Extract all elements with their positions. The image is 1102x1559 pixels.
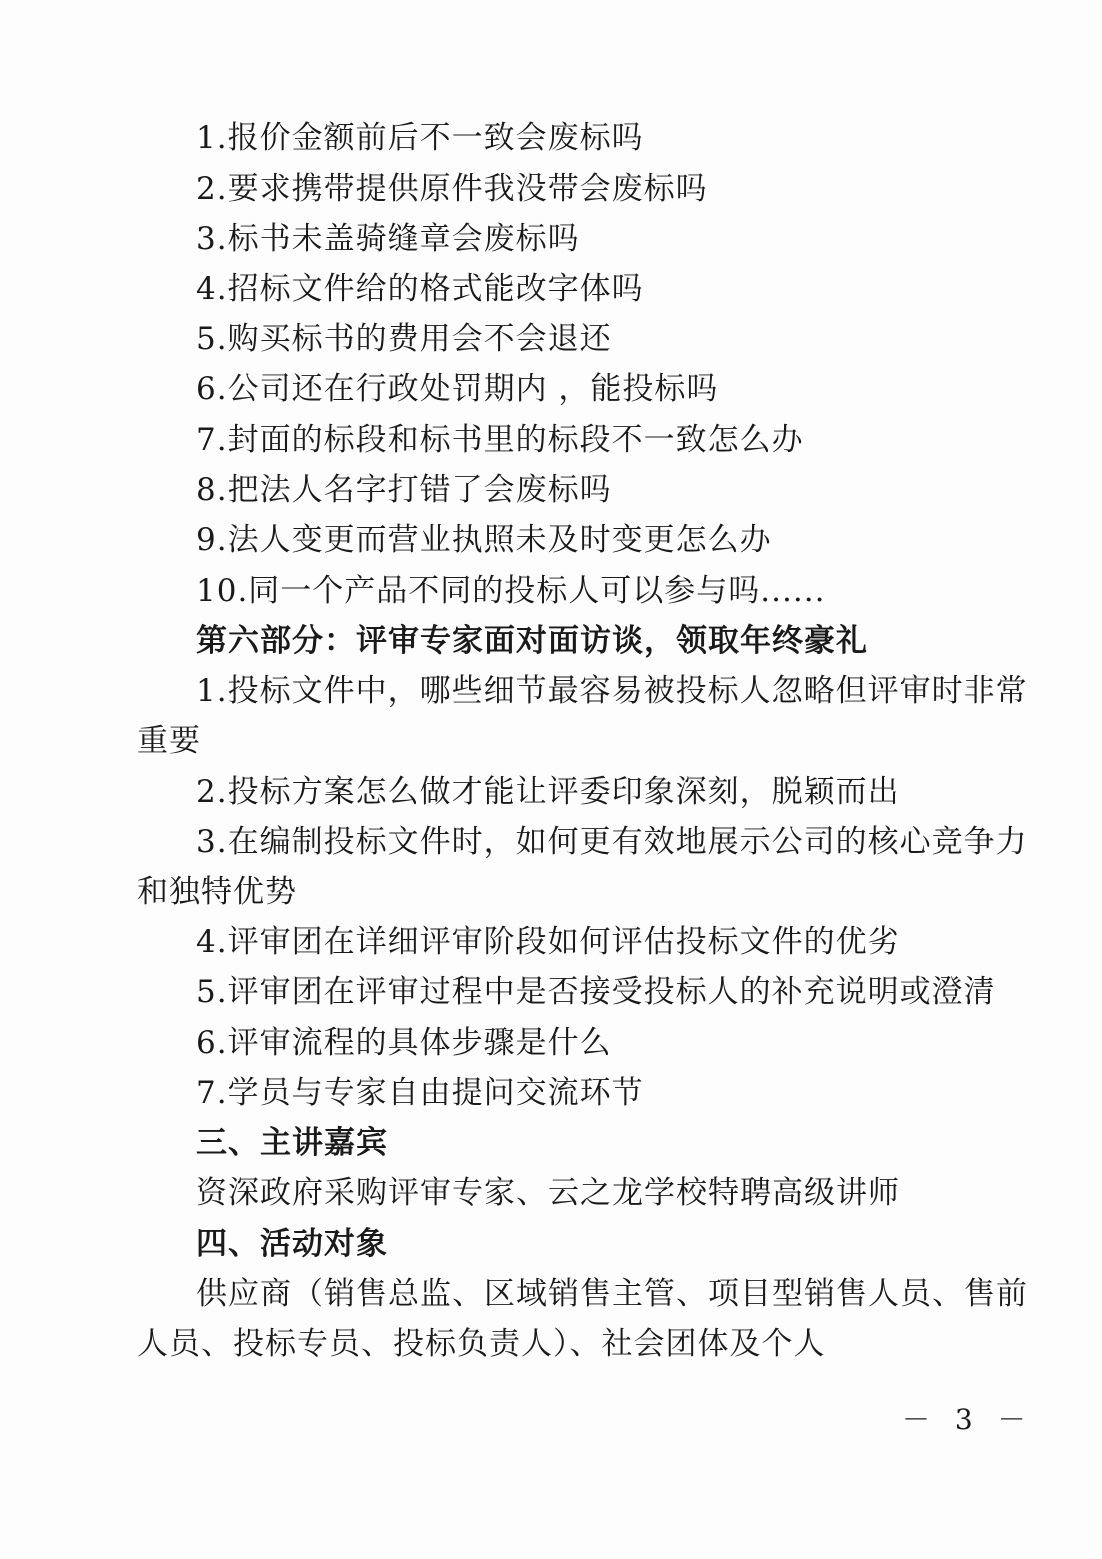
part6-heading: 第六部分：评审专家面对面访谈，领取年终豪礼	[196, 623, 868, 659]
list-item: 1.报价金额前后不一致会废标吗	[196, 120, 644, 156]
list-item: 4.招标文件给的格式能改字体吗	[196, 271, 644, 307]
list-item: 3.在编制投标文件时，如何更有效地展示公司的核心竞争力	[196, 824, 1028, 860]
list-item: 5.评审团在评审过程中是否接受投标人的补充说明或澄清	[196, 974, 996, 1010]
list-item-continuation: 重要	[137, 723, 201, 759]
list-item: 6.评审流程的具体步骤是什么	[196, 1025, 612, 1061]
list-item: 7.学员与专家自由提问交流环节	[196, 1075, 644, 1111]
section4-heading: 四、活动对象	[196, 1226, 388, 1262]
list-item: 8.把法人名字打错了会废标吗	[196, 472, 612, 508]
section3-text: 资深政府采购评审专家、云之龙学校特聘高级讲师	[196, 1175, 900, 1211]
list-item: 10.同一个产品不同的投标人可以参与吗......	[196, 573, 826, 609]
list-item: 2.投标方案怎么做才能让评委印象深刻，脱颖而出	[196, 774, 900, 810]
list-item: 2.要求携带提供原件我没带会废标吗	[196, 171, 708, 207]
list-item: 4.评审团在详细评审阶段如何评估投标文件的优劣	[196, 924, 900, 960]
list-item: 5.购买标书的费用会不会退还	[196, 321, 612, 357]
section4-text-continuation: 人员、投标专员、投标负责人）、社会团体及个人	[137, 1326, 826, 1362]
page-number: － 3 －	[902, 1403, 1034, 1436]
list-item: 1.投标文件中，哪些细节最容易被投标人忽略但评审时非常	[196, 673, 1028, 709]
list-item: 9.法人变更而营业执照未及时变更怎么办	[196, 522, 772, 558]
list-item: 3.标书未盖骑缝章会废标吗	[196, 221, 580, 257]
list-item-continuation: 和独特优势	[137, 874, 297, 910]
list-item: 7.封面的标段和标书里的标段不一致怎么办	[196, 422, 804, 458]
section3-heading: 三、主讲嘉宾	[196, 1125, 388, 1161]
section4-text: 供应商（销售总监、区域销售主管、项目型销售人员、售前	[196, 1276, 1028, 1312]
list-item: 6.公司还在行政处罚期内 ，能投标吗	[196, 371, 719, 407]
